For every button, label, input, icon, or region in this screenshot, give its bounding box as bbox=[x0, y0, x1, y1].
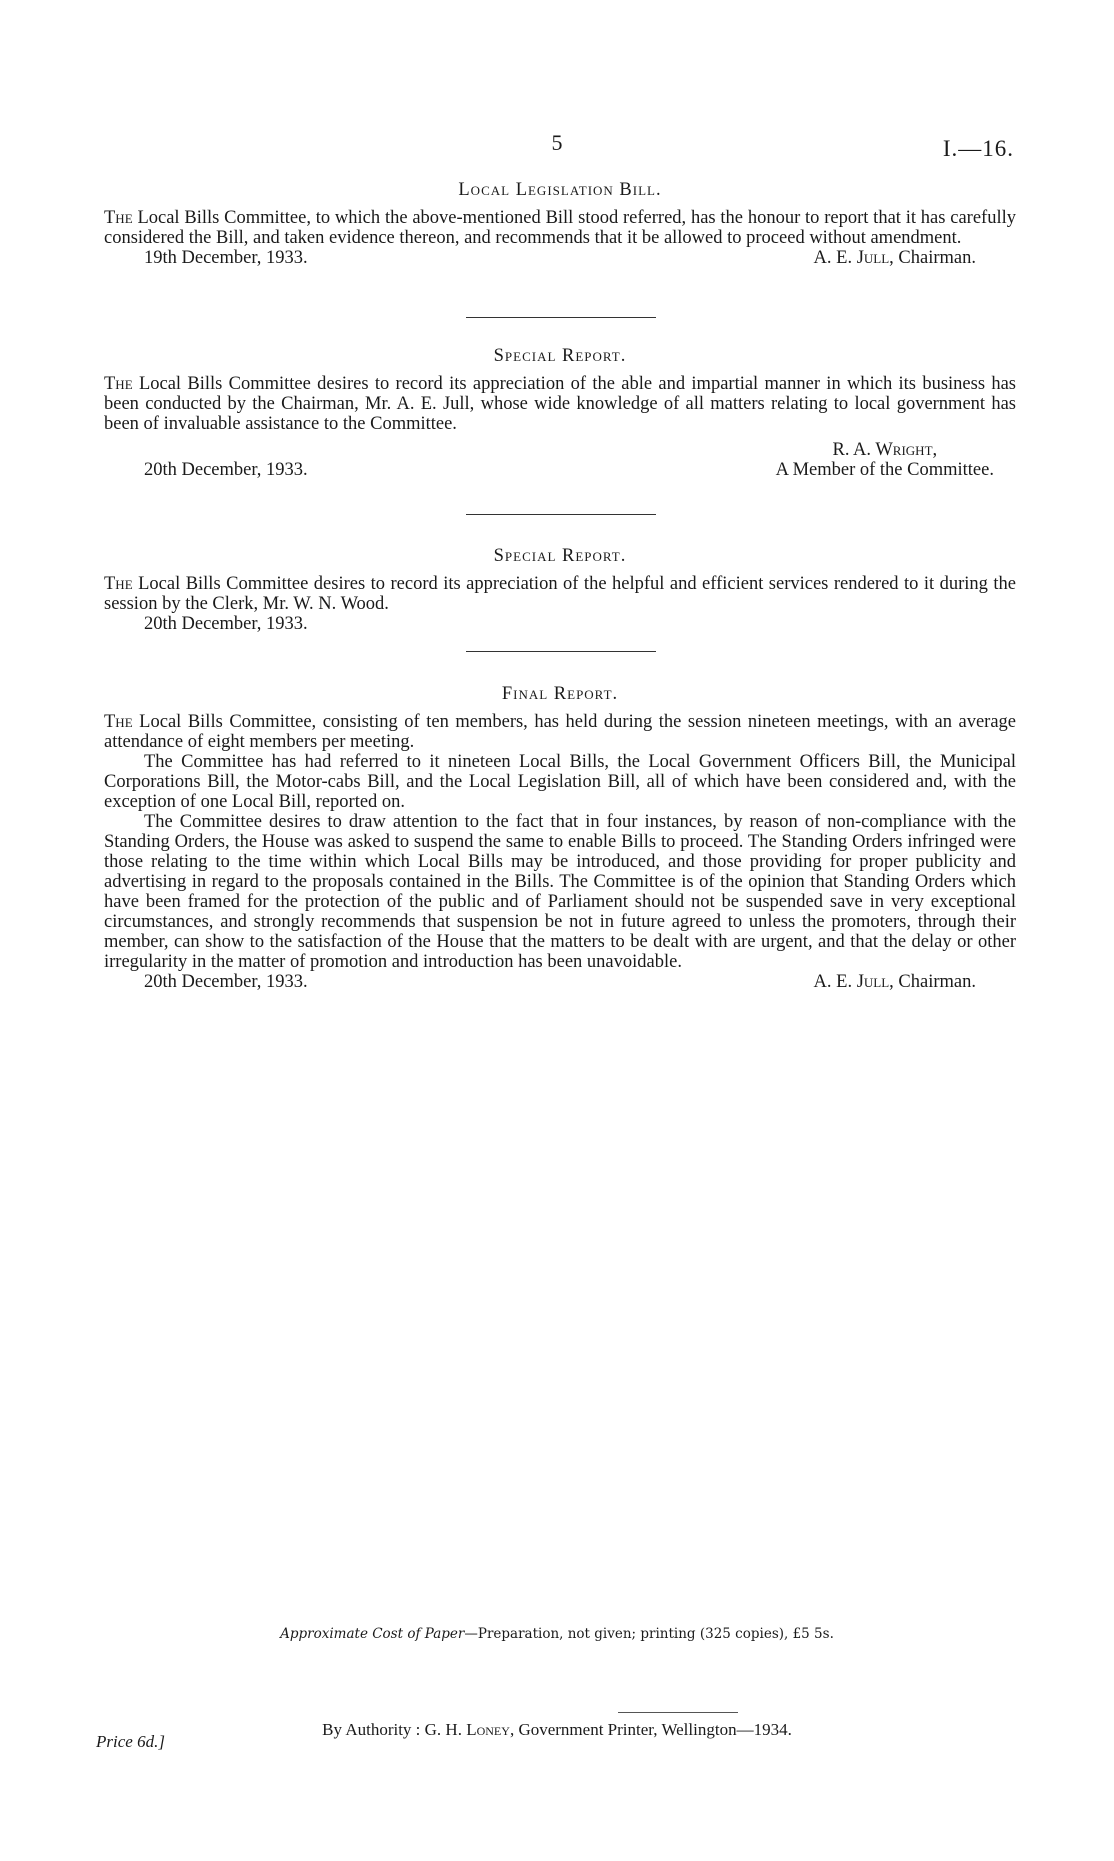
report-date: 20th December, 1933. bbox=[144, 460, 308, 480]
report-paragraph bbox=[104, 374, 1016, 434]
lead-word: The bbox=[104, 712, 133, 732]
signatory-name: R. A. Wright, bbox=[832, 440, 938, 460]
paper-cost-note bbox=[0, 1626, 1114, 1642]
paragraph-text: Local Bills Committee, consisting of ten members, has held during the session nineteen meetings, with an average attendance of eight members per meeting. bbox=[104, 712, 1016, 752]
date-signature-row bbox=[104, 972, 1016, 992]
imprint-prefix: By Authority : G. H. bbox=[322, 1720, 467, 1739]
lead-word: The bbox=[104, 374, 133, 394]
signature bbox=[814, 248, 1016, 268]
section-divider bbox=[466, 317, 656, 318]
signatory-title: A Member of the Committee. bbox=[775, 460, 994, 480]
cost-text: —Preparation, not given; printing (325 copies), £5 5s. bbox=[464, 1626, 834, 1642]
page-number: 5 bbox=[551, 130, 563, 155]
date-signature-row bbox=[104, 248, 1016, 268]
report-date: 20th December, 1933. bbox=[144, 972, 308, 992]
date-signature-row bbox=[104, 440, 1016, 480]
report-paragraph: The Committee desires to draw attention to the fact that in four instances, by reason of non-compliance with the Standing Orders, the House was asked to suspend the same to enable Bills to proceed. The Standing Orders infringed were those relating to the time within which Local Bills may be introduced, and those providing for proper publicity and advertising in regard to the proposals contained in the Bills. The Committee is of the opinion that Standing Orders which have been framed for the protection of the public and of Parliament should not be suspended save in very exceptional circumstances, and strongly recommends that suspension be not in future agreed to unless the promoters, through their member, can show to the satisfaction of the House that the matters to be dealt with are urgent, and that the delay or other irregularity in the matter of promotion and introduction has been unavoidable. bbox=[104, 812, 1016, 972]
signature bbox=[776, 440, 1016, 480]
section-heading: Special Report. bbox=[493, 546, 627, 566]
report-paragraph bbox=[104, 574, 1016, 614]
report-paragraph bbox=[104, 712, 1016, 752]
special-report-clerk bbox=[104, 546, 1016, 634]
section-heading: Special Report. bbox=[493, 346, 627, 366]
local-legislation-bill-report bbox=[104, 180, 1016, 268]
printer-imprint bbox=[0, 1720, 1114, 1740]
signatory-title: Chairman. bbox=[893, 248, 976, 268]
date-row bbox=[104, 614, 1016, 634]
printer-name: Loney bbox=[466, 1720, 510, 1739]
signatory-title: Chairman. bbox=[893, 972, 976, 992]
footer-divider bbox=[618, 1712, 738, 1713]
imprint-suffix: , Government Printer, Wellington—1934. bbox=[509, 1720, 792, 1739]
paragraph-text: Local Bills Committee, to which the above-mentioned Bill stood referred, has the honour to report that it has carefully considered the Bill, and taken evidence thereon, and recommends that it be allowed to proceed without amendment. bbox=[104, 208, 1016, 248]
cost-label: Approximate Cost of Paper bbox=[280, 1626, 465, 1642]
section-divider bbox=[466, 514, 656, 515]
report-paragraph bbox=[104, 208, 1016, 248]
report-date: 19th December, 1933. bbox=[144, 248, 308, 268]
paragraph-text: Local Bills Committee desires to record its appreciation of the helpful and efficient services rendered to it during the session by the Clerk, Mr. W. N. Wood. bbox=[104, 574, 1016, 614]
section-heading: Final Report. bbox=[501, 684, 619, 704]
lead-word: The bbox=[104, 208, 133, 228]
section-heading: Local Legislation Bill. bbox=[458, 180, 662, 200]
price-note: Price 6d.] bbox=[96, 1732, 165, 1751]
section-divider bbox=[466, 651, 656, 652]
report-paragraph: The Committee has had referred to it nineteen Local Bills, the Local Government Officers Bill, the Municipal Corporations Bill, the Motor-cabs Bill, and the Local Legislation Bill, all of which have been considered and, with the exception of one Local Bill, reported on. bbox=[104, 752, 1016, 812]
report-date: 20th December, 1933. bbox=[144, 614, 308, 634]
lead-word: The bbox=[104, 574, 133, 594]
special-report-chairman bbox=[104, 346, 1016, 480]
document-reference: I.—16. bbox=[942, 136, 1014, 161]
paragraph-text: Local Bills Committee desires to record its appreciation of the able and impartial manner in which its business has been conducted by the Chairman, Mr. A. E. Jull, whose wide knowledge of all matters relating to local government has been of invaluable assistance to the Committee. bbox=[104, 374, 1016, 434]
signatory-name: A. E. Jull, bbox=[813, 248, 894, 268]
final-report bbox=[104, 684, 1016, 992]
signatory-name: A. E. Jull, bbox=[813, 972, 894, 992]
signature bbox=[814, 972, 1016, 992]
